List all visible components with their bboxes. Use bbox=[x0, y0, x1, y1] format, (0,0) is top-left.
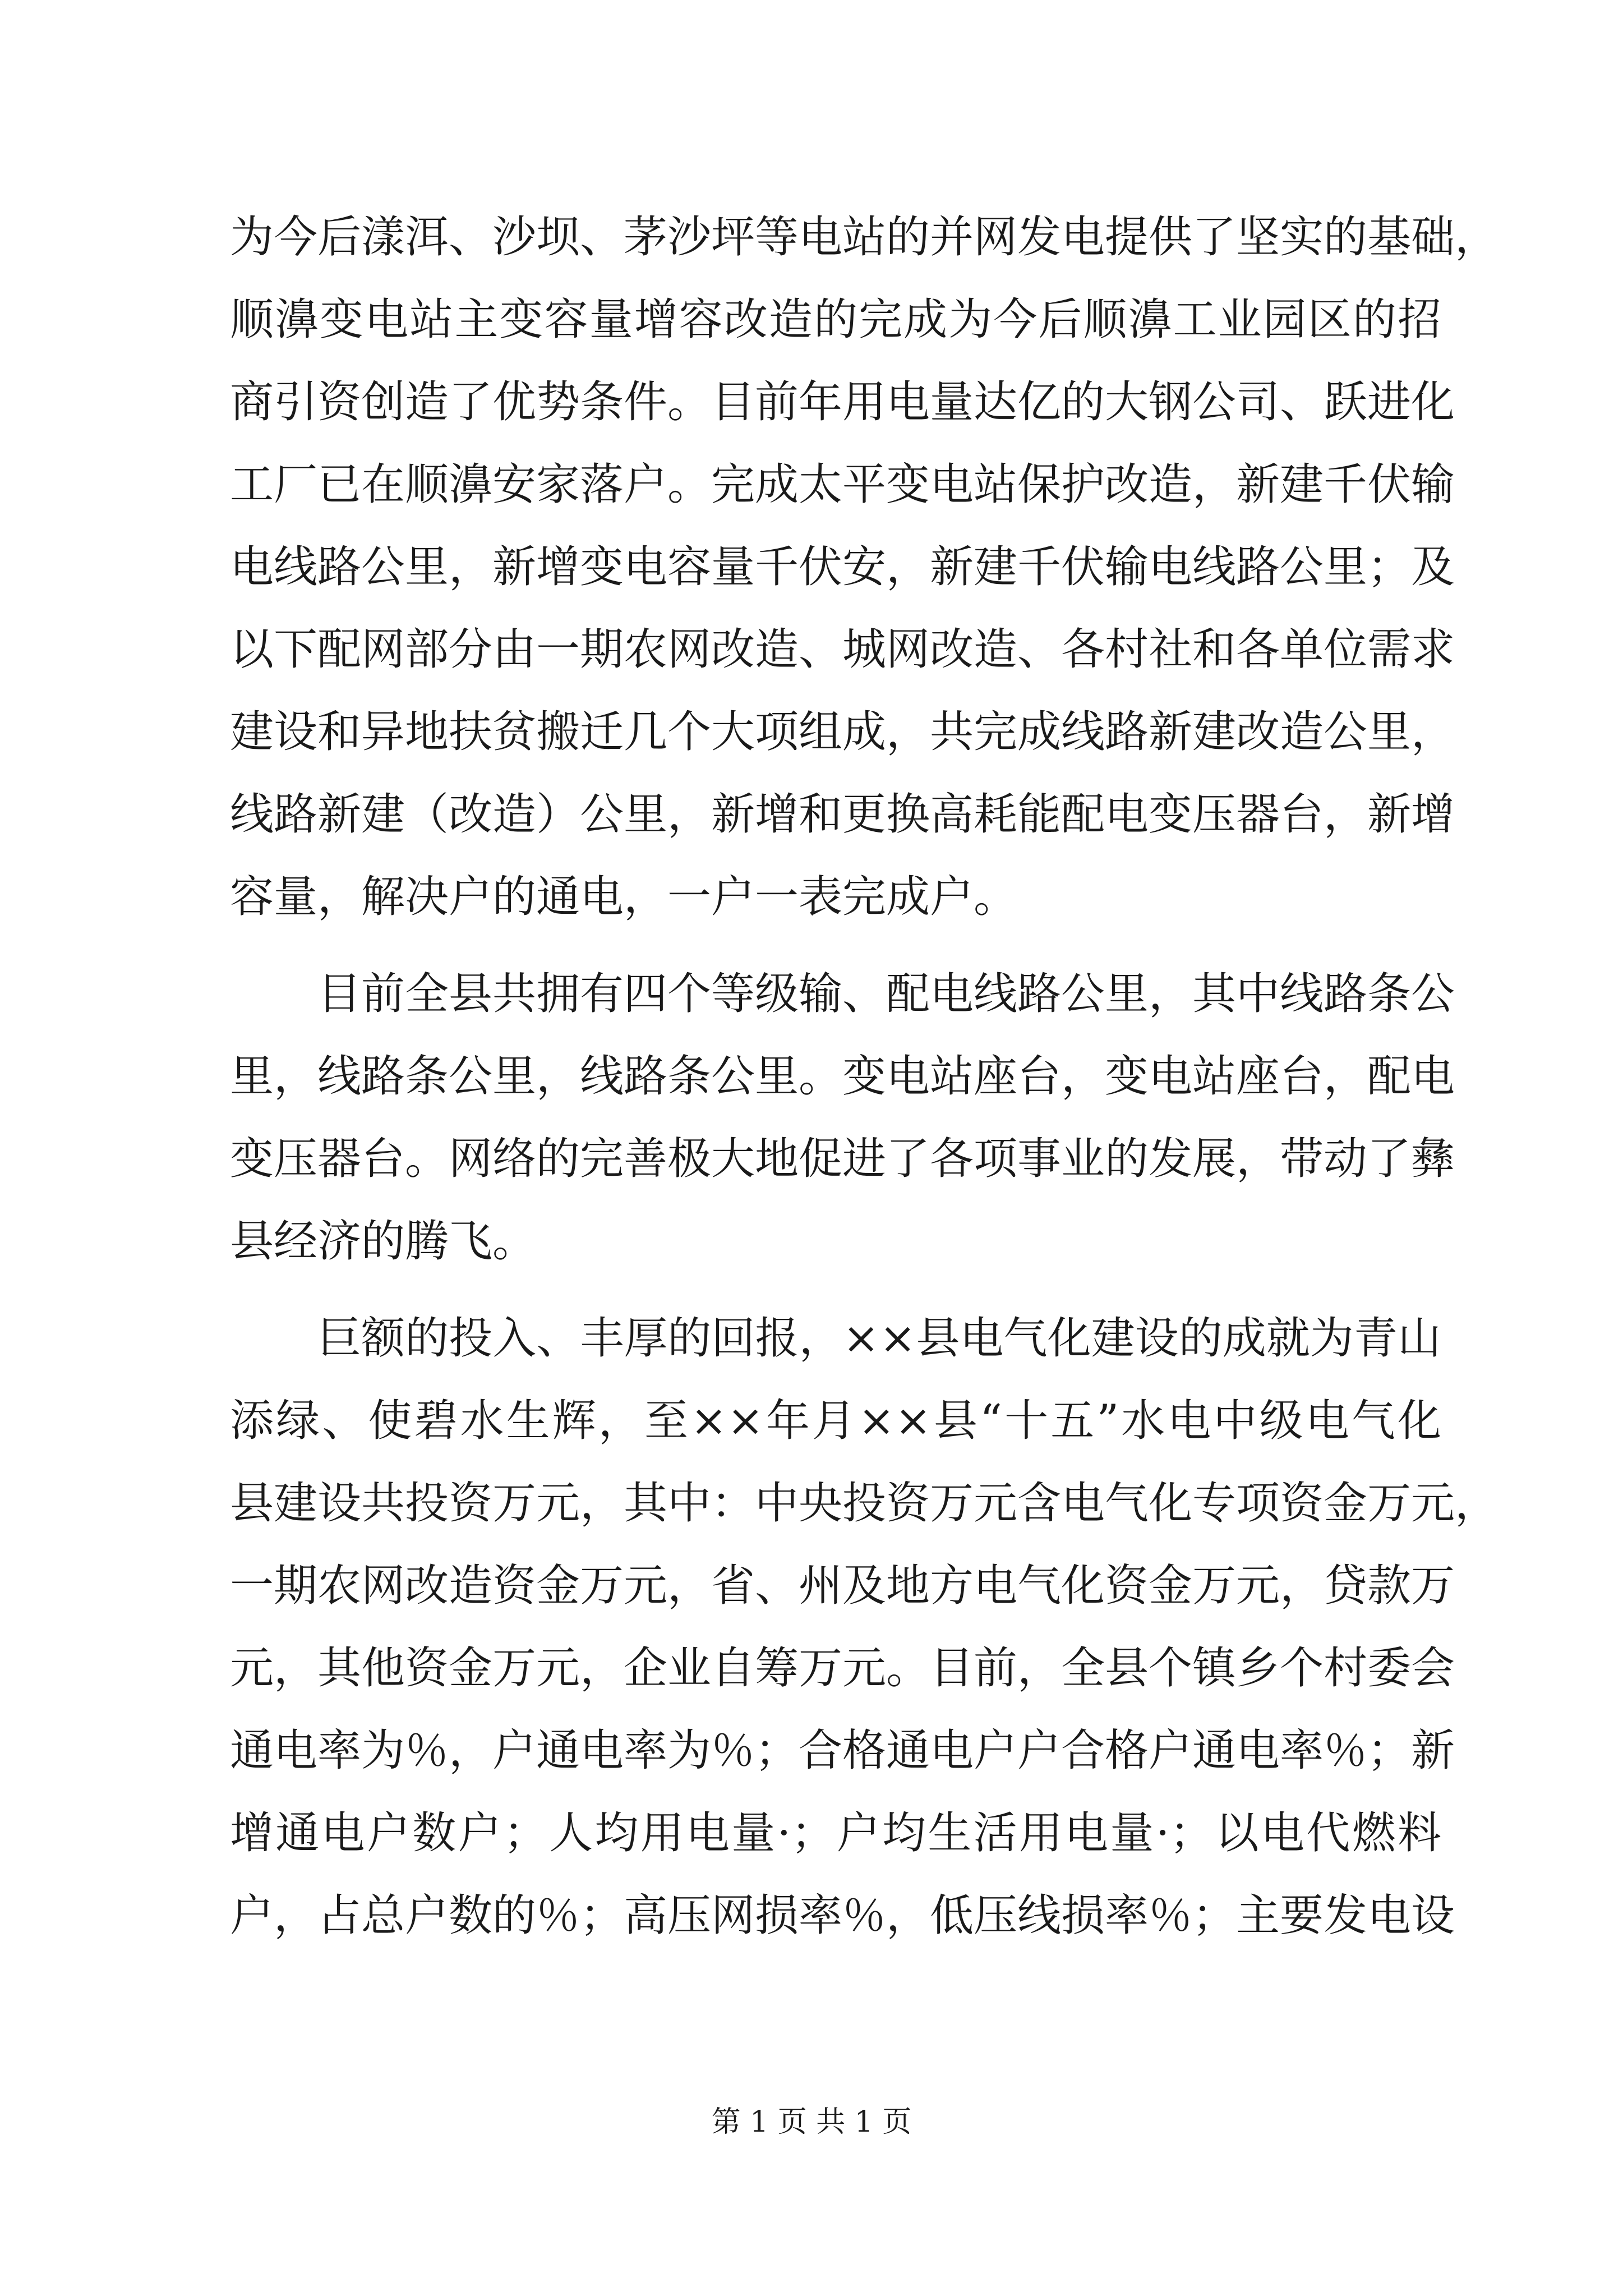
text-line: 目前全县共拥有四个等级输、配电线路公里，其中线路条公 bbox=[317, 969, 1455, 1019]
text-line: 元，其他资金万元，企业自筹万元。目前，全县个镇乡个村委会 bbox=[230, 1643, 1455, 1694]
text-line: 巨额的投入、丰厚的回报，××县电气化建设的成就为青山 bbox=[317, 1313, 1441, 1364]
paragraph-1 bbox=[230, 196, 1499, 938]
text-line: 容量，解决户的通电，一户一表完成户。 bbox=[230, 872, 1018, 922]
text-line: 一期农网改造资金万元，省、州及地方电气化资金万元，贷款万 bbox=[230, 1561, 1455, 1611]
text-line: 线路新建（改造）公里，新增和更换高耗能配电变压器台，新增 bbox=[230, 789, 1455, 840]
text-line: 工厂已在顺濞安家落户。完成太平变电站保护改造，新建千伏输 bbox=[230, 459, 1455, 510]
text-line: 县建设共投资万元，其中：中央投资万元含电气化专项资金万元， bbox=[230, 1478, 1499, 1529]
text-line: 变压器台。网络的完善极大地促进了各项事业的发展，带动了彝 bbox=[230, 1134, 1455, 1184]
paragraph-spacing bbox=[230, 1283, 1441, 1297]
text-line: 添绿、使碧水生辉，至××年月××县“十五”水电中级电气化 bbox=[230, 1396, 1441, 1446]
paragraph-2 bbox=[230, 953, 1455, 1283]
text-line: 电线路公里，新增变电容量千伏安，新建千伏输电线路公里；及 bbox=[230, 542, 1455, 592]
text-line: 商引资创造了优势条件。目前年用电量达亿的大钢公司、跃进化 bbox=[230, 377, 1455, 427]
text-line: 建设和异地扶贫搬迁几个大项组成，共完成线路新建改造公里， bbox=[230, 707, 1455, 757]
text-line: 为今后漾洱、沙坝、茅沙坪等电站的并网发电提供了坚实的基础， bbox=[230, 212, 1499, 263]
text-line: 以下配网部分由一期农网改造、城网改造、各村社和各单位需求 bbox=[230, 624, 1455, 675]
page-number-footer: 第 1 页 共 1 页 bbox=[711, 2105, 912, 2139]
text-line: 顺濞变电站主变容量增容改造的完成为今后顺濞工业园区的招 bbox=[230, 295, 1441, 345]
text-line: 里，线路条公里，线路条公里。变电站座台，变电站座台，配电 bbox=[230, 1051, 1455, 1102]
paragraph-3 bbox=[230, 1297, 1499, 1957]
paragraph-spacing bbox=[230, 938, 1441, 953]
text-line: 增通电户数户；人均用电量·；户均生活用电量·；以电代燃料 bbox=[230, 1808, 1441, 1858]
document-body bbox=[230, 196, 1499, 1957]
text-line: 县经济的腾飞。 bbox=[230, 1216, 537, 1267]
text-line: 通电率为％，户通电率为％；合格通电户户合格户通电率％；新 bbox=[230, 1726, 1455, 1776]
text-line: 户，占总户数的％；高压网损率％，低压线损率％；主要发电设 bbox=[230, 1890, 1455, 1941]
